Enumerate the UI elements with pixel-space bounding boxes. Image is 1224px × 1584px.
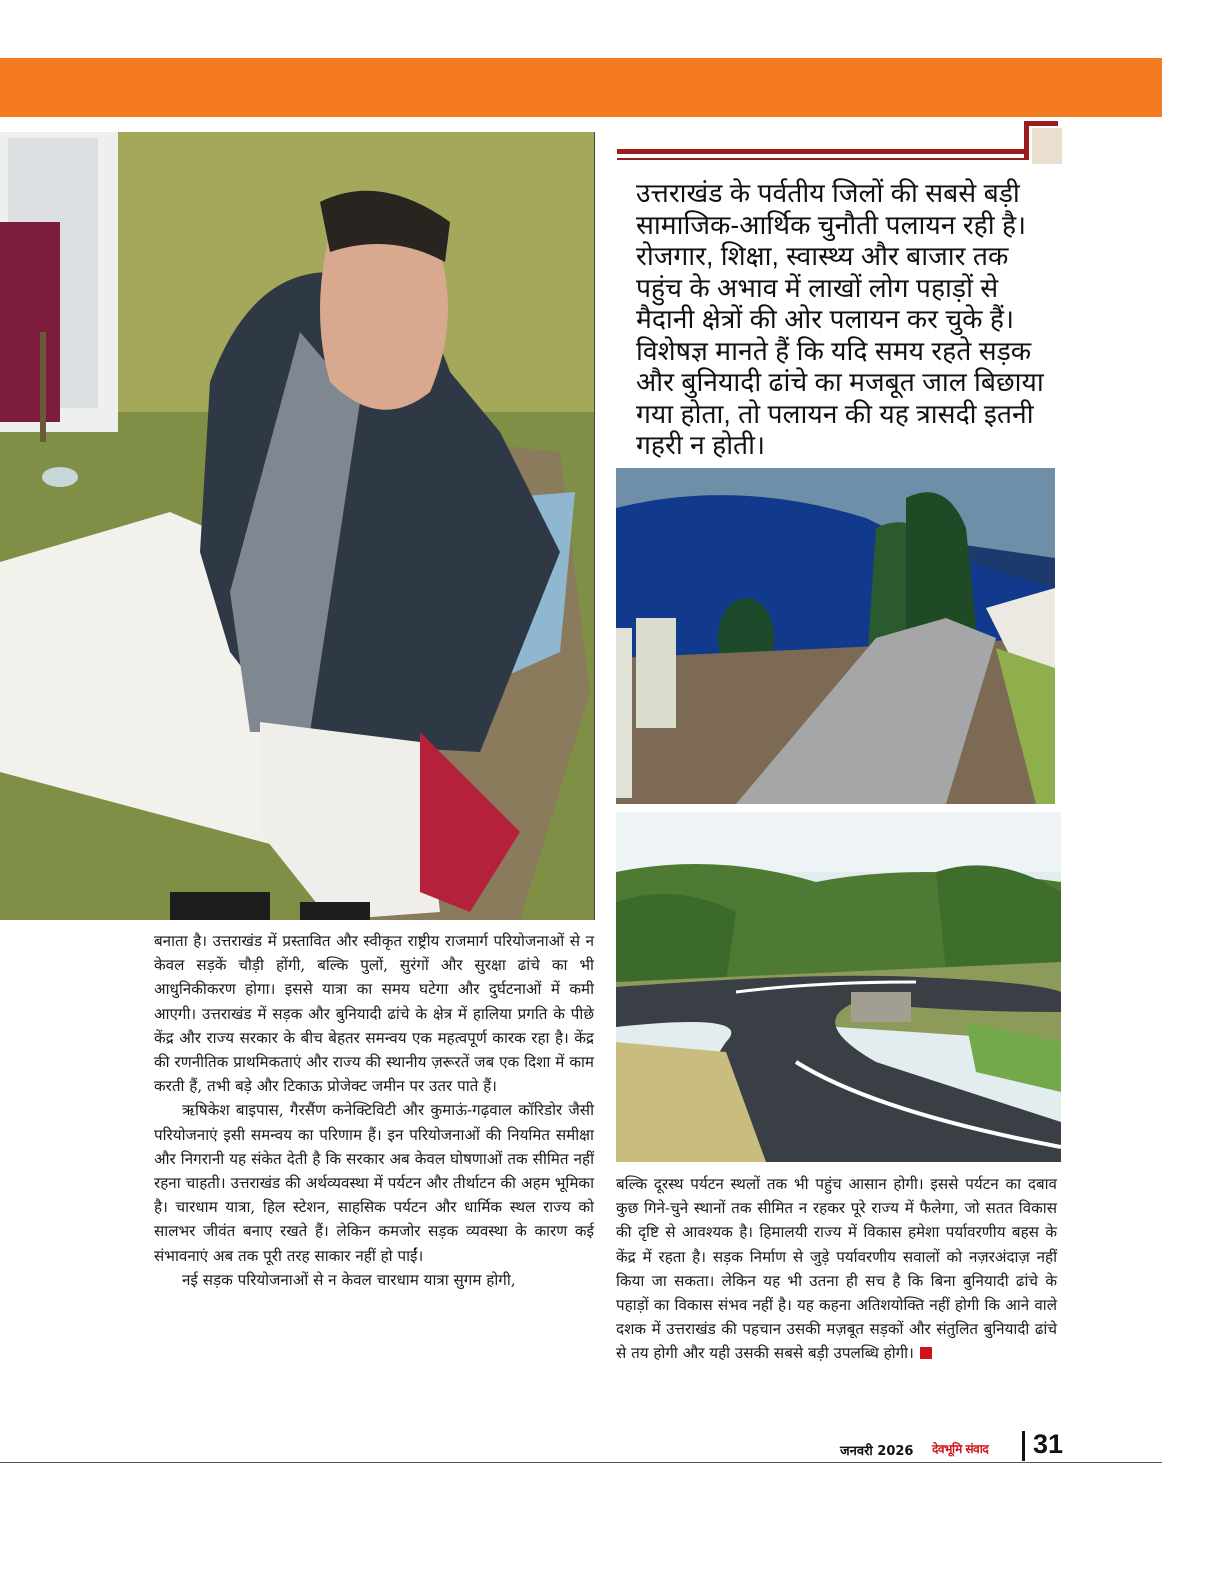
quote-corner-ornament-horizontal xyxy=(1024,121,1058,126)
photo-official-reviewing-map xyxy=(0,132,595,920)
article-paragraph: बनाता है। उत्तराखंड में प्रस्तावित और स्वीकृत राष्ट्रीय राजमार्ग परियोजनाओं से न केवल सड़कें चौड़ी होंगी, बल्कि पुलों, सुरंगों और सुरक्षा ढांचे का भी आधुनिकीकरण होगा। इससे यात्रा का समय घटेगा और दुर्घटनाओं में कमी आएगी। उत्तराखंड में सड़क और बुनियादी ढांचे के क्षेत्र में हालिया प्रगति के पीछे केंद्र और राज्य सरकार के बीच बेहतर समन्वय एक महत्वपूर्ण कारक रहा है। केंद्र की रणनीतिक प्राथमिकताएं और राज्य की स्थानीय ज़रूरतें जब एक दिशा में काम करती हैं, तभी बड़े और टिकाऊ प्रोजेक्ट जमीन पर उतर पाते हैं। xyxy=(154,932,594,1096)
footer-separator xyxy=(1022,1431,1025,1461)
footer-rule xyxy=(0,1462,1162,1463)
pull-quote: उत्तराखंड के पर्वतीय जिलों की सबसे बड़ी सामाजिक-आर्थिक चुनौती पलायन रही है। रोजगार, शिक्षा, स्वास्थ्य और बाजार तक पहुंच के अभाव में लाखों लोग पहाड़ों से मैदानी क्षेत्रों की ओर पलायन कर चुके हैं। विशेषज्ञ मानते हैं कि यदि समय रहते सड़क और बुनियादी ढांचे का मजबूत जाल बिछाया गया होता, तो पलायन की यह त्रासदी इतनी गहरी न होती। xyxy=(636,178,1044,460)
quote-corner-box xyxy=(1032,128,1062,164)
article-column-right xyxy=(616,1172,1057,1366)
article-paragraph: ऋषिकेश बाइपास, गैरसैंण कनेक्टिविटी और कुमाऊं-गढ़वाल कॉरिडोर जैसी परियोजनाएं इसी समन्वय का परिणाम हैं। इन परियोजनाओं की नियमित समीक्षा और निगरानी यह संकेत देती है कि सरकार अब केवल घोषणाओं तक सीमित नहीं रहना चाहती। उत्तराखंड की अर्थव्यवस्था में पर्यटन और तीर्थाटन की अहम भूमिका है। चारधाम यात्रा, हिल स्टेशन, साहसिक पर्यटन और धार्मिक स्थल राज्य को सालभर जीवंत बनाए रखते हैं। लेकिन कमजोर सड़क व्यवस्था के कारण कई संभावनाएं अब तक पूरी तरह साकार नहीं हो पाईं। xyxy=(154,1101,594,1265)
quote-top-rule-thin xyxy=(617,158,1029,160)
article-column-left xyxy=(154,929,594,1292)
footer-magazine-logo: देवभूमि संवाद xyxy=(932,1442,989,1456)
quote-top-rule xyxy=(617,149,1029,154)
footer-issue-date: जनवरी 2026 xyxy=(840,1444,914,1459)
photo-mountain-road xyxy=(616,468,1055,804)
page-number: 31 xyxy=(1033,1429,1064,1459)
header-accent-bar xyxy=(0,58,1162,117)
article-end-mark xyxy=(920,1347,932,1359)
quote-corner-ornament-vertical xyxy=(1024,121,1029,160)
article-paragraph: नई सड़क परियोजनाओं से न केवल चारधाम यात्रा सुगम होगी, xyxy=(182,1270,516,1289)
article-paragraph: बल्कि दूरस्थ पर्यटन स्थलों तक भी पहुंच आसान होगी। इससे पर्यटन का दबाव कुछ गिने-चुने स्थानों तक सीमित न रहकर पूरे राज्य में फैलेगा, जो सतत विकास की दृष्टि से आवश्यक है। हिमालयी राज्य में विकास हमेशा पर्यावरणीय बहस के केंद्र में रहता है। सड़क निर्माण से जुड़े पर्यावरणीय सवालों को नज़रअंदाज़ नहीं किया जा सकता। लेकिन यह भी उतना ही सच है कि बिना बुनियादी ढांचे के पहाड़ों का विकास संभव नहीं है। यह कहना अतिशयोक्ति नहीं होगी कि आने वाले दशक में उत्तराखंड की पहचान उसकी मज़बूत सड़कों और संतुलित बुनियादी ढांचे से तय होगी और यही उसकी सबसे बड़ी उपलब्धि होगी। xyxy=(616,1175,1057,1363)
photo-curving-highway xyxy=(616,812,1061,1162)
